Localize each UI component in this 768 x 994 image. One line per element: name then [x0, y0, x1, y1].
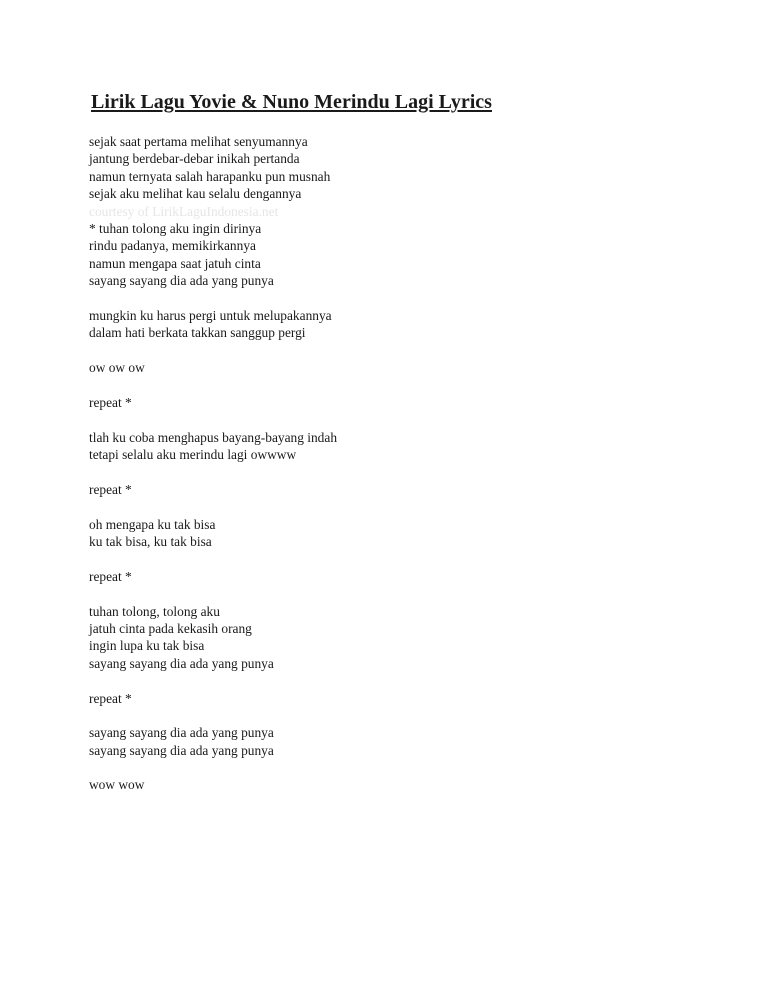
lyric-line: namun ternyata salah harapanku pun musnah: [89, 168, 331, 184]
lyric-line: repeat *: [89, 394, 132, 410]
blank-line: [89, 411, 729, 428]
blank-line: [89, 463, 729, 480]
lyric-line: namun mengapa saat jatuh cinta: [89, 255, 261, 271]
lyric-line: ku tak bisa, ku tak bisa: [89, 533, 212, 549]
blank-line: [89, 376, 729, 393]
lyric-line: dalam hati berkata takkan sanggup pergi: [89, 325, 306, 341]
lyric-line: tuhan tolong, tolong aku: [89, 603, 220, 619]
blank-line: [89, 342, 729, 359]
lyric-line: oh mengapa ku tak bisa: [89, 516, 216, 532]
blank-line: [89, 759, 729, 776]
lyric-line: wow wow: [89, 777, 145, 793]
blank-line: [89, 707, 729, 724]
lyric-line: repeat *: [89, 481, 132, 497]
blank-line: [89, 585, 729, 602]
lyric-line: jatuh cinta pada kekasih orang: [89, 620, 252, 636]
document-title: Lirik Lagu Yovie & Nuno Merindu Lagi Lyrics: [91, 91, 492, 113]
lyric-line: ow ow ow: [89, 360, 145, 376]
lyric-line: tetapi selalu aku merindu lagi owwww: [89, 447, 297, 463]
blank-line: [89, 498, 729, 515]
lyric-line: repeat *: [89, 568, 132, 584]
lyric-line: jantung berdebar-debar inikah pertanda: [89, 151, 300, 167]
watermark-text: courtesy of LirikLaguIndonesia.net: [89, 203, 279, 219]
lyric-line: sayang sayang dia ada yang punya: [89, 742, 274, 758]
lyric-line: sejak saat pertama melihat senyumannya: [89, 134, 308, 149]
lyric-line: mungkin ku harus pergi untuk melupakannya: [89, 307, 332, 323]
lyric-line: sayang sayang dia ada yang punya: [89, 655, 274, 671]
blank-line: [89, 550, 729, 567]
lyric-line: * tuhan tolong aku ingin dirinya: [89, 220, 262, 236]
lyric-line: ingin lupa ku tak bisa: [89, 638, 205, 654]
lyric-line: sejak aku melihat kau selalu dengannya: [89, 186, 302, 202]
lyrics-body: [89, 133, 729, 794]
lyric-line: tlah ku coba menghapus bayang-bayang indah: [89, 429, 338, 445]
lyric-line: sayang sayang dia ada yang punya: [89, 725, 274, 741]
lyric-line: rindu padanya, memikirkannya: [89, 238, 256, 254]
lyric-line: sayang sayang dia ada yang punya: [89, 273, 274, 289]
lyric-line: repeat *: [89, 690, 132, 706]
blank-line: [89, 672, 729, 689]
blank-line: [89, 290, 729, 307]
